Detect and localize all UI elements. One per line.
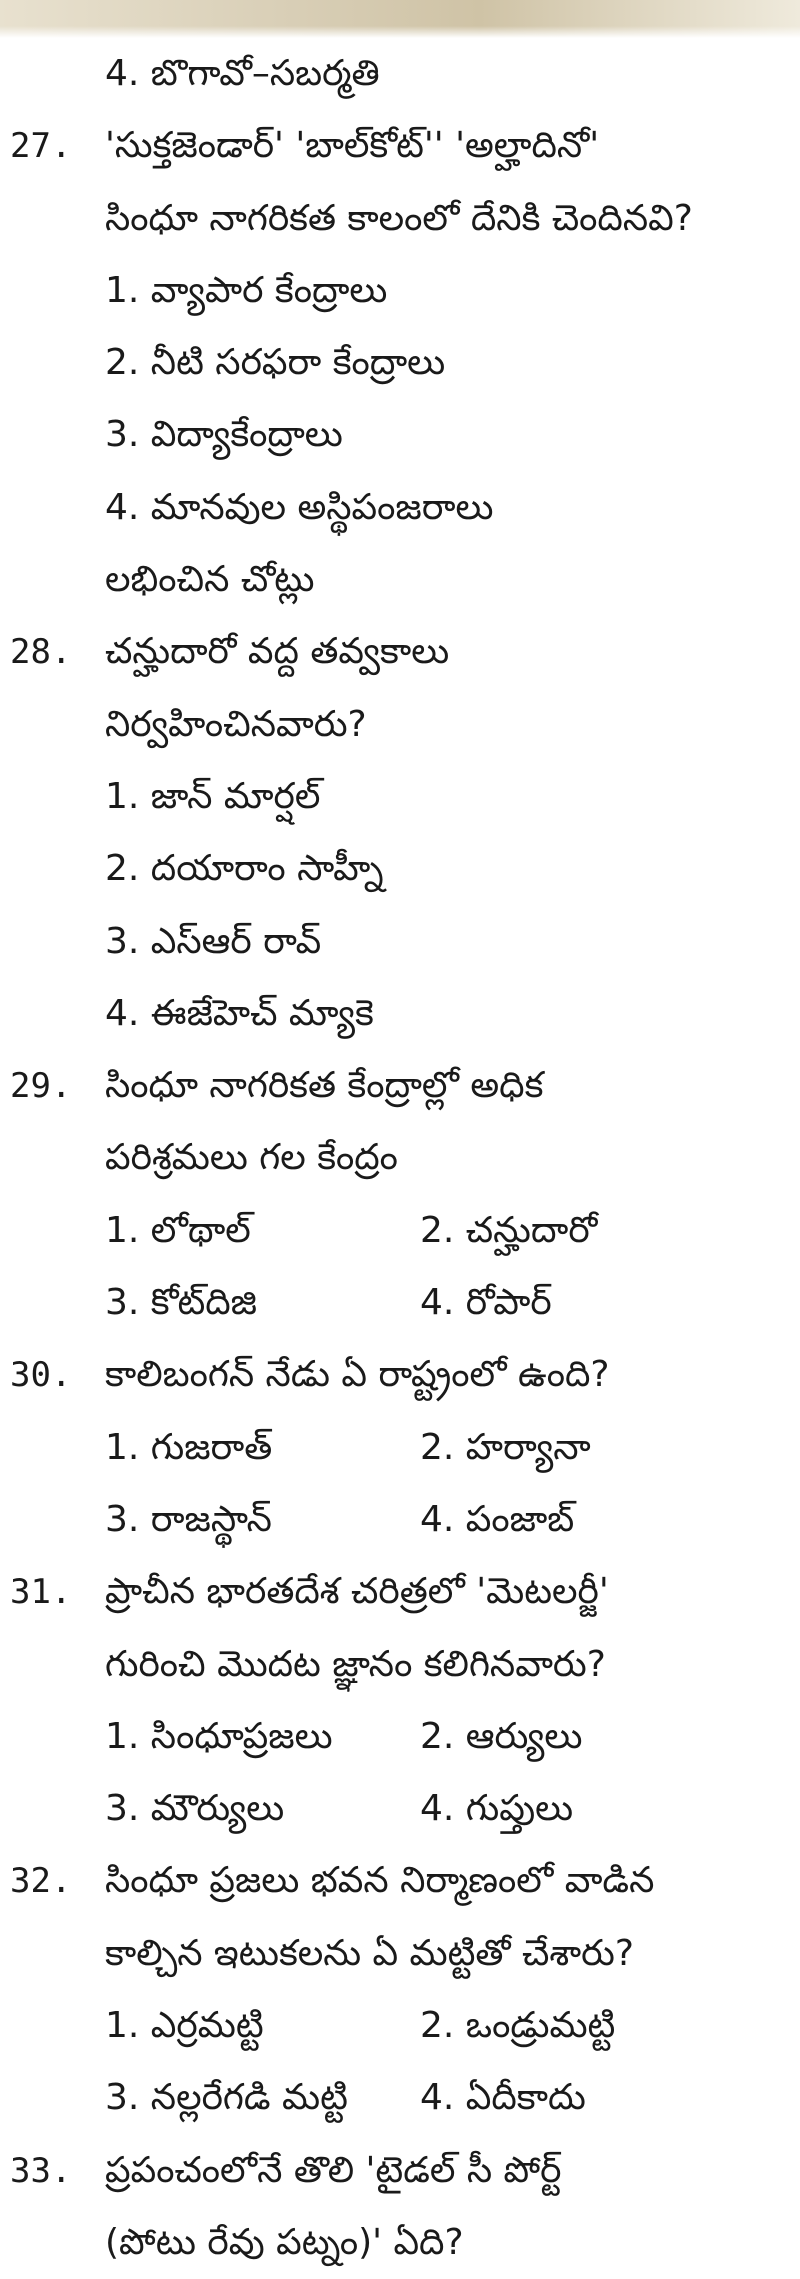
option-pair [0, 1267, 800, 1339]
option-text: 2. ఒండ్రుమట్టి [420, 2005, 616, 2047]
option-pair [0, 1412, 800, 1484]
question-continuation [0, 2207, 800, 2279]
option-line [0, 761, 800, 833]
option-text: 2. హర్యానా [420, 1426, 591, 1468]
option-text: 1. జాన్ మార్షల్ [105, 775, 321, 817]
option-continuation [0, 544, 800, 616]
option-text: 1. గుజరాత్ [105, 1426, 273, 1468]
option-text: 4. రోపార్ [420, 1282, 552, 1324]
option-text: 1. లోథాల్ [105, 1209, 251, 1251]
option-line [0, 833, 800, 905]
question-number: 33. [10, 2150, 72, 2191]
option-line [0, 399, 800, 471]
option-text: 3. నల్లరేగడి మట్టి [105, 2077, 348, 2119]
option-line [0, 978, 800, 1050]
question-31 [0, 1556, 800, 1628]
option-pair [0, 1773, 800, 1845]
question-28 [0, 616, 800, 688]
question-continuation [0, 689, 800, 761]
option-text: 2. చన్హుదారో [420, 1209, 598, 1251]
option-text: 4. ఏదీకాదు [420, 2077, 586, 2119]
question-continuation [0, 1122, 800, 1194]
quiz-content [0, 38, 800, 2279]
option-pair [0, 1195, 800, 1267]
question-number: 28. [10, 632, 72, 673]
question-continuation [0, 1918, 800, 1990]
option-pair [0, 1701, 800, 1773]
page-top-image-strip [0, 0, 800, 38]
option-pair [0, 2062, 800, 2134]
question-text: కాల్చిన ఇటుకలను ఏ మట్టితో చేశారు? [105, 1932, 634, 1974]
question-number: 32. [10, 1861, 72, 1902]
option-text: 2. ఆర్యులు [420, 1715, 583, 1757]
question-text: సింధూ ప్రజలు భవన నిర్మాణంలో వాడిన [105, 1860, 655, 1902]
option-text: లభించిన చోట్లు [105, 559, 315, 601]
option-line [0, 255, 800, 327]
option-text: 3. మౌర్యులు [105, 1788, 285, 1830]
question-text: పరిశ్రమలు గల కేంద్రం [105, 1137, 398, 1179]
option-pair [0, 1484, 800, 1556]
option-text: 4. మానవుల అస్థిపంజరాలు [105, 486, 494, 528]
strip-fade [0, 26, 800, 38]
question-30 [0, 1339, 800, 1411]
option-text: 2. నీటి సరఫరా కేంద్రాలు [105, 342, 446, 384]
question-continuation [0, 183, 800, 255]
question-text: కాలిబంగన్ నేడు ఏ రాష్ట్రంలో ఉంది? [105, 1354, 610, 1396]
question-number: 29. [10, 1066, 72, 1107]
option-text: 1. వ్యాపార కేంద్రాలు [105, 269, 388, 311]
option-text: 3. కోట్‌దిజి [105, 1282, 257, 1324]
question-text: చన్హుదారో వద్ద తవ్వకాలు [105, 631, 450, 673]
question-27 [0, 110, 800, 182]
option-text: 3. ఎస్ఆర్ రావ్ [105, 920, 322, 962]
question-32 [0, 1845, 800, 1917]
option-line [0, 38, 800, 110]
option-text: 3. విద్యాకేంద్రాలు [105, 414, 343, 456]
question-33 [0, 2135, 800, 2207]
question-text: గురించి మొదట జ్ఞానం కలిగినవారు? [105, 1643, 606, 1685]
option-text: 4. ఈజేహెచ్ మ్యాకె [105, 992, 374, 1034]
option-text: 4. గుప్తులు [420, 1788, 574, 1830]
question-text: నిర్వహించినవారు? [105, 703, 367, 745]
option-text: 4. బొగావో–సబర్మతి [105, 53, 380, 94]
option-pair [0, 1990, 800, 2062]
question-29 [0, 1050, 800, 1122]
option-text: 1. ఎర్రమట్టి [105, 2005, 264, 2047]
question-text: సింధూ నాగరికత కేంద్రాల్లో అధిక [105, 1065, 544, 1107]
question-number: 27. [10, 126, 72, 167]
question-text: (పోటు రేవు పట్నం)' ఏది? [105, 2221, 464, 2263]
question-continuation [0, 1629, 800, 1701]
option-text: 1. సింధూప్రజలు [105, 1715, 333, 1757]
option-line [0, 327, 800, 399]
question-text: ప్రపంచంలోనే తొలి 'టైడల్ సీ పోర్ట్ [105, 2149, 562, 2191]
option-text: 3. రాజస్థాన్ [105, 1498, 272, 1540]
question-text: సింధూ నాగరికత కాలంలో దేనికి చెందినవి? [105, 197, 693, 239]
option-text: 2. దయారాం సాహ్నీ [105, 848, 384, 890]
option-text: 4. పంజాబ్ [420, 1498, 575, 1540]
question-number: 30. [10, 1355, 72, 1396]
question-text: 'సుక్తజెండార్' 'బాల్‌కోట్'' 'అల్హాదినో' [105, 125, 600, 167]
question-number: 31. [10, 1572, 72, 1613]
question-text: ప్రాచీన భారతదేశ చరిత్రలో 'మెటలర్జీ' [105, 1571, 609, 1613]
option-line [0, 906, 800, 978]
option-line [0, 472, 800, 544]
